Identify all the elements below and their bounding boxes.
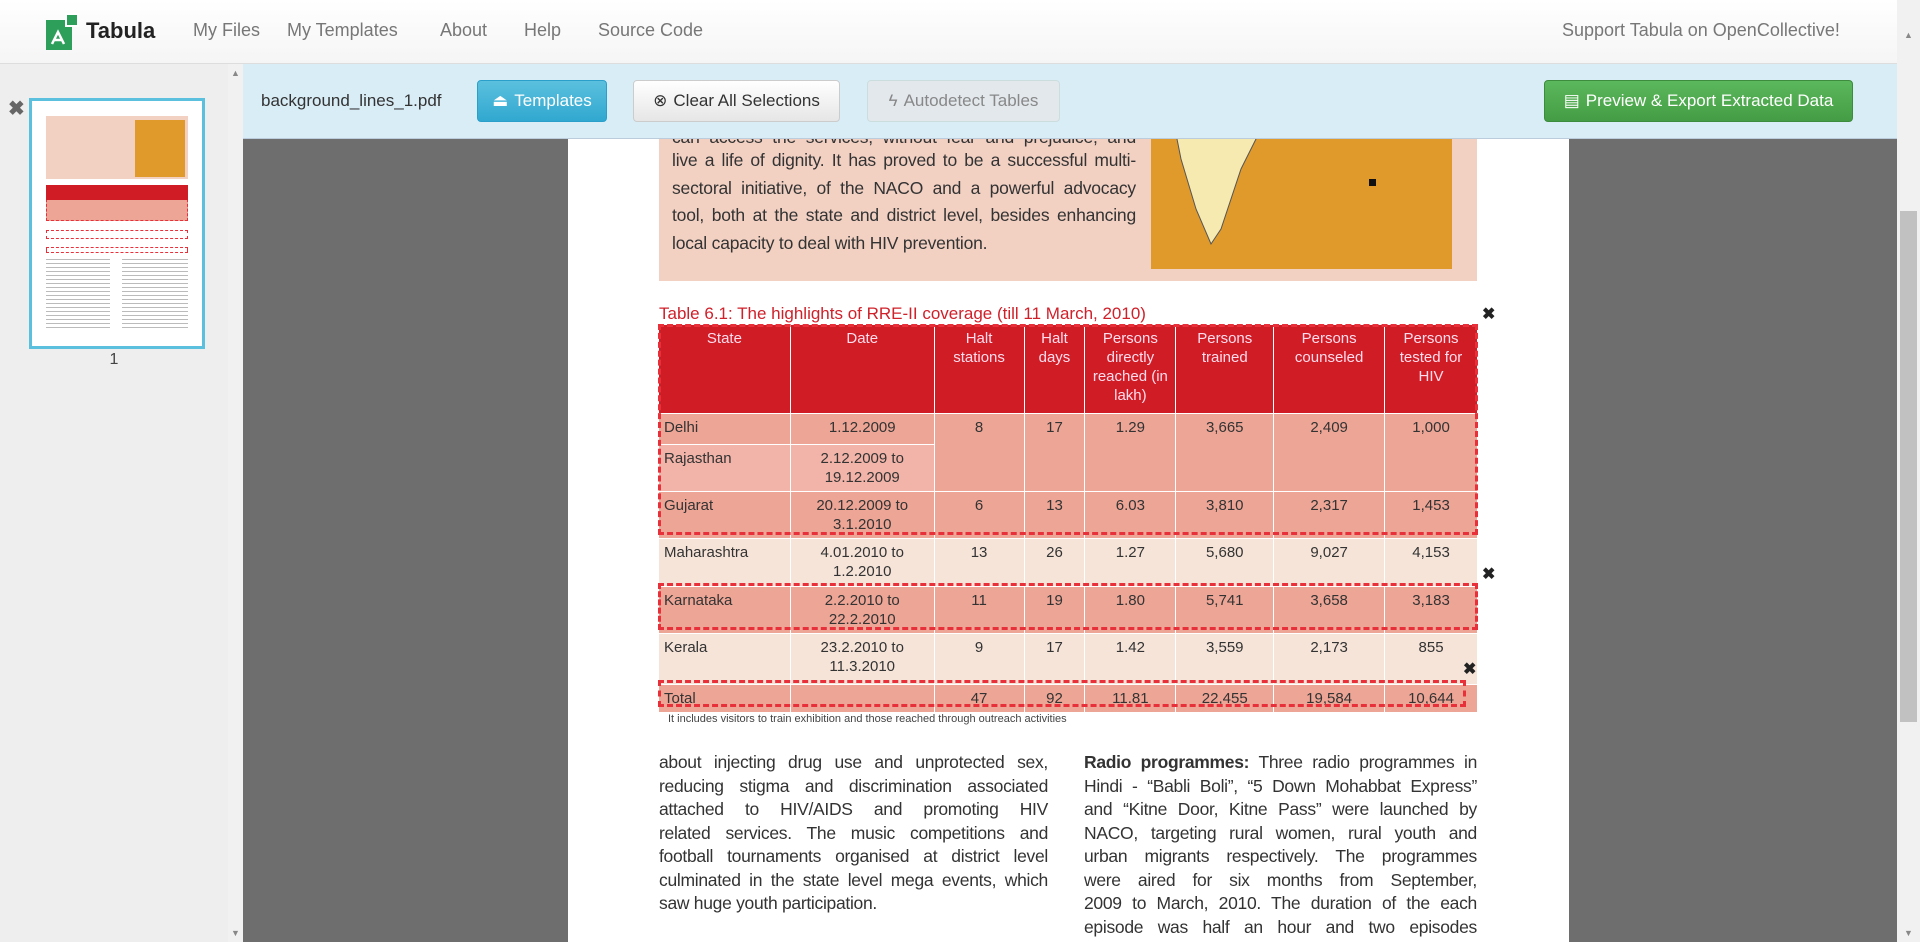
autodetect-tables-button[interactable] [867, 80, 1060, 122]
radio-first-line: Three radio programmes in [1249, 752, 1477, 772]
clear-label: Clear All Selections [673, 91, 820, 110]
rre-coverage-table [658, 324, 1478, 713]
cell: 10,644 [1385, 685, 1478, 713]
cell: 92 [1024, 685, 1085, 713]
scroll-up-icon[interactable]: ▲ [231, 68, 240, 78]
remove-selection-icon[interactable]: ✖ [1463, 661, 1477, 678]
body-line: 2009 to March, 2010. The duration of the each [1084, 893, 1477, 913]
body-line: culminated in the state level mega events, which [659, 870, 1048, 890]
scroll-down-icon[interactable]: ▼ [1904, 928, 1913, 938]
body-line: Hindi - “Babli Boli”, “5 Down Mohabbat Express” [1084, 776, 1477, 796]
cell [790, 685, 934, 713]
table-row [659, 492, 1478, 539]
clear-circle-x-icon: ⊗ [653, 91, 668, 110]
col-header: Date [790, 325, 934, 414]
nav-my-templates[interactable]: My Templates [287, 20, 398, 40]
templates-label: Templates [514, 91, 592, 110]
delete-page-icon[interactable]: ✖ [8, 98, 25, 120]
col-header: Persons trained [1176, 325, 1274, 414]
col-header: Persons counseled [1274, 325, 1385, 414]
cell: 3,665 [1176, 414, 1274, 492]
cell: 1.80 [1085, 587, 1176, 634]
body-line: related services. The music competitions and [659, 823, 1048, 843]
templates-button[interactable] [477, 80, 607, 122]
cell: Maharashtra [659, 539, 791, 587]
intro-line: sectoral initiative, of the NACO and a powerful advocacy [672, 178, 1136, 198]
table-list-icon: ▤ [1563, 91, 1580, 110]
cell: 17 [1024, 414, 1085, 492]
cell: 3,183 [1385, 587, 1478, 634]
col-header: Halt stations [934, 325, 1024, 414]
sidebar-scrollbar[interactable] [228, 64, 243, 942]
intro-line: tool, both at the state and district level, besides enhancing [672, 205, 1136, 225]
cell: 855 [1385, 634, 1478, 685]
cell: 13 [934, 539, 1024, 587]
clear-selections-button[interactable] [633, 80, 840, 122]
cell: 17 [1024, 634, 1085, 685]
table-title: Table 6.1: The highlights of RRE-II coverage (till 11 March, 2010) [659, 304, 1146, 323]
col-header: Persons directly reached (in lakh) [1085, 325, 1176, 414]
cell: 5,741 [1176, 587, 1274, 634]
table-row [659, 634, 1478, 685]
body-line: were aired for six months from September, [1084, 870, 1477, 890]
intro-line: local capacity to deal with HIV prevention. [672, 233, 988, 253]
cell: 22,455 [1176, 685, 1274, 713]
toolbar [243, 64, 1897, 139]
cell: Karnataka [659, 587, 791, 634]
preview-export-button[interactable] [1544, 80, 1853, 122]
nav-source-code[interactable]: Source Code [598, 20, 704, 40]
cell: Total [659, 685, 791, 713]
scroll-down-icon[interactable]: ▼ [231, 928, 240, 938]
cell: 1,453 [1385, 492, 1478, 539]
cell: 1,000 [1385, 414, 1478, 492]
nav-support-link[interactable]: Support Tabula on OpenCollective! [1562, 20, 1840, 40]
body-line: attached to HIV/AIDS and promoting HIV [659, 799, 1048, 819]
body-line: episode was half an hour and two episodes [1084, 917, 1477, 937]
remove-selection-icon[interactable]: ✖ [1482, 306, 1496, 323]
cell: 19,584 [1274, 685, 1385, 713]
col-header: State [659, 325, 791, 414]
body-line: and “Kitne Door, Kitne Pass” were launched by [1084, 799, 1477, 819]
main-scrollbar-thumb[interactable] [1900, 211, 1917, 722]
nav-help[interactable]: Help [524, 20, 562, 40]
cell: 3,658 [1274, 587, 1385, 634]
table-row [659, 587, 1478, 634]
cell: 11 [934, 587, 1024, 634]
cell: Delhi [659, 414, 791, 445]
tabula-logo-icon[interactable] [46, 14, 78, 50]
nav-my-files[interactable]: My Files [193, 20, 260, 40]
intro-line: live a life of dignity. It has proved to be a successful multi- [672, 150, 1136, 170]
lightning-icon: ϟ [888, 91, 898, 110]
cell: 2.2.2010 to 22.2.2010 [790, 587, 934, 634]
col-header: Halt days [1024, 325, 1085, 414]
table-row-total [659, 685, 1478, 713]
cell: 2.12.2009 to 19.12.2009 [790, 445, 934, 492]
page-thumbnail[interactable] [29, 98, 205, 349]
table-row [659, 414, 1478, 445]
cell: 13 [1024, 492, 1085, 539]
cell: 9,027 [1274, 539, 1385, 587]
body-line: about injecting drug use and unprotected sex, [659, 752, 1048, 772]
table-row [659, 539, 1478, 587]
cell: 4.01.2010 to 1.2.2010 [790, 539, 934, 587]
body-line: saw huge youth participation. [659, 893, 877, 913]
table-footnote: It includes visitors to train exhibition and those reached through outreach activities [668, 713, 1067, 725]
cell: 2,173 [1274, 634, 1385, 685]
cell: 3,810 [1176, 492, 1274, 539]
body-line: urban migrants respectively. The programmes [1084, 846, 1477, 866]
body-line: football tournaments organised at district level [659, 846, 1048, 866]
cell: 23.2.2010 to 11.3.2010 [790, 634, 934, 685]
cell: 5,680 [1176, 539, 1274, 587]
cell: 8 [934, 414, 1024, 492]
cell: 47 [934, 685, 1024, 713]
cell: Rajasthan [659, 445, 791, 492]
radio-heading: Radio programmes: [1084, 752, 1250, 772]
cell: 6.03 [1085, 492, 1176, 539]
cell: 11.81 [1085, 685, 1176, 713]
body-line [1084, 752, 1477, 773]
cell: Kerala [659, 634, 791, 685]
remove-selection-icon[interactable]: ✖ [1482, 566, 1496, 583]
export-label: Preview & Export Extracted Data [1585, 91, 1834, 110]
autodetect-label: Autodetect Tables [903, 91, 1039, 110]
table-header-row [659, 325, 1478, 414]
cell: 4,153 [1385, 539, 1478, 587]
page-number: 1 [109, 351, 119, 368]
cell: Gujarat [659, 492, 791, 539]
cell: 20.12.2009 to 3.1.2010 [790, 492, 934, 539]
cell: 3,559 [1176, 634, 1274, 685]
nav-about[interactable]: About [440, 20, 488, 40]
cell: 2,317 [1274, 492, 1385, 539]
cell: 9 [934, 634, 1024, 685]
scroll-up-icon[interactable]: ▲ [1904, 30, 1913, 40]
top-navbar [0, 0, 1897, 64]
body-line: NACO, targeting rural women, rural youth and [1084, 823, 1477, 843]
cell: 1.27 [1085, 539, 1176, 587]
body-line: reducing stigma and discrimination associated [659, 776, 1048, 796]
cell: 19 [1024, 587, 1085, 634]
cell: 6 [934, 492, 1024, 539]
templates-icon: ⏏ [492, 91, 509, 110]
cell: 1.42 [1085, 634, 1176, 685]
cell: 2,409 [1274, 414, 1385, 492]
cell: 1.12.2009 [790, 414, 934, 445]
filename: background_lines_1.pdf [261, 91, 442, 110]
brand-name[interactable]: Tabula [86, 18, 156, 43]
cell: 26 [1024, 539, 1085, 587]
pdf-page[interactable] [568, 139, 1569, 942]
col-header: Persons tested for HIV [1385, 325, 1478, 414]
cell: 1.29 [1085, 414, 1176, 492]
